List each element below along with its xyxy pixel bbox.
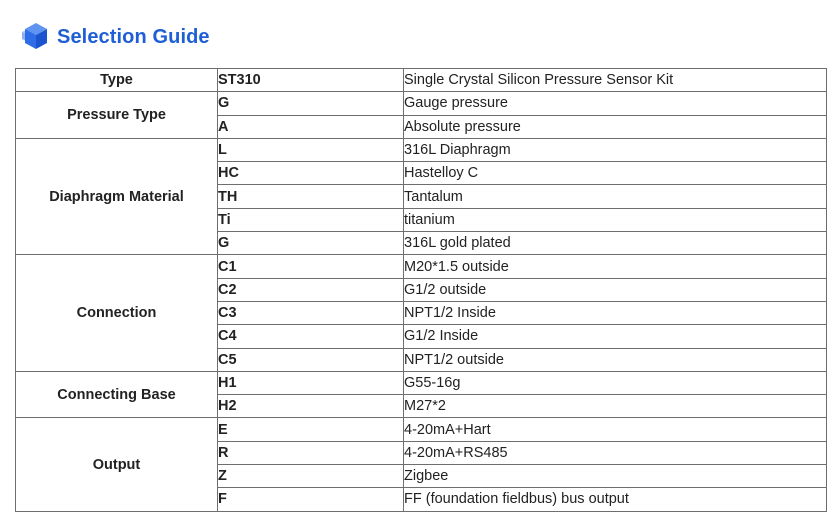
parameter-cell: Pressure Type (16, 92, 218, 139)
table-row (16, 371, 827, 394)
parameter-cell: Type (16, 69, 218, 92)
cube-icon (14, 20, 52, 54)
parameter-cell: Connection (16, 255, 218, 371)
section-header (14, 20, 210, 54)
description-cell: G55-16g (404, 371, 827, 394)
selection-guide-table (15, 68, 827, 512)
parameter-cell: Output (16, 418, 218, 511)
code-cell: F (218, 488, 404, 511)
description-cell: titanium (404, 208, 827, 231)
description-cell: Gauge pressure (404, 92, 827, 115)
description-cell: Tantalum (404, 185, 827, 208)
table-body (16, 69, 827, 512)
code-cell: HC (218, 162, 404, 185)
code-cell: A (218, 115, 404, 138)
code-cell: C5 (218, 348, 404, 371)
description-cell: 4-20mA+RS485 (404, 441, 827, 464)
code-cell: C2 (218, 278, 404, 301)
code-cell: C1 (218, 255, 404, 278)
table-row (16, 138, 827, 161)
description-cell: Hastelloy C (404, 162, 827, 185)
parameter-cell: Diaphragm Material (16, 138, 218, 254)
description-cell: M27*2 (404, 395, 827, 418)
page-title: Selection Guide (57, 26, 210, 48)
description-cell: M20*1.5 outside (404, 255, 827, 278)
code-cell: Ti (218, 208, 404, 231)
code-cell: C3 (218, 301, 404, 324)
code-cell: E (218, 418, 404, 441)
code-cell: Z (218, 465, 404, 488)
code-cell: G (218, 92, 404, 115)
table-row (16, 92, 827, 115)
description-cell: Absolute pressure (404, 115, 827, 138)
description-cell: G1/2 outside (404, 278, 827, 301)
description-cell: NPT1/2 Inside (404, 301, 827, 324)
description-cell: FF (foundation fieldbus) bus output (404, 488, 827, 511)
description-cell: G1/2 Inside (404, 325, 827, 348)
code-cell: L (218, 138, 404, 161)
description-cell: NPT1/2 outside (404, 348, 827, 371)
table-row (16, 255, 827, 278)
code-cell: TH (218, 185, 404, 208)
code-cell: H2 (218, 395, 404, 418)
code-cell: C4 (218, 325, 404, 348)
description-cell: Zigbee (404, 465, 827, 488)
description-cell: 316L gold plated (404, 232, 827, 255)
code-cell: ST310 (218, 69, 404, 92)
parameter-cell: Connecting Base (16, 371, 218, 418)
table-row (16, 69, 827, 92)
table-row (16, 418, 827, 441)
code-cell: H1 (218, 371, 404, 394)
description-cell: 316L Diaphragm (404, 138, 827, 161)
code-cell: G (218, 232, 404, 255)
code-cell: R (218, 441, 404, 464)
description-cell: Single Crystal Silicon Pressure Sensor Kit (404, 69, 827, 92)
description-cell: 4-20mA+Hart (404, 418, 827, 441)
